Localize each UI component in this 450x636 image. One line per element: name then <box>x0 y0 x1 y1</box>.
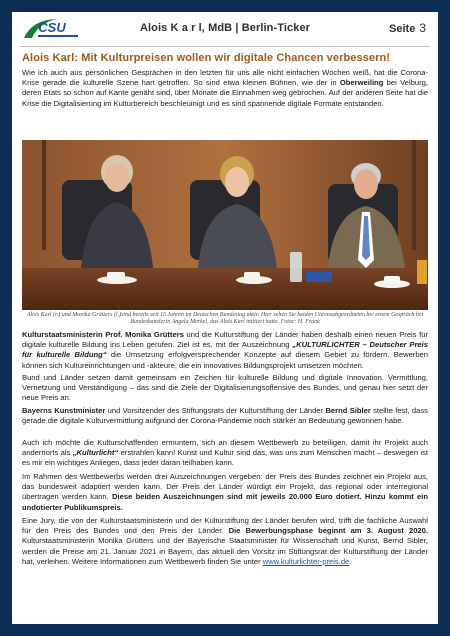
paragraph-sibler: Bayerns Kunstminister und Vorsitzender des Stiftungsrats der Kulturstiftung der Länder Bernd Sibler stellte fest, dass gerade die digitale Kulturvermittlung aufgrund der Corona-Pandemie noch stärker an Bedeutung gewonnen habe. <box>22 406 428 426</box>
paragraph-jury: Eine Jury, die von der Kulturstaatsministerin und der Kulturstiftung der Länder berufen wird, trifft die fachliche Auswahl für den Preis des Bundes und den Preis der Länder. Die Bewerbungsphase beginnt am 3. August 2020. Kulturstaatsministerin Monika Grütters und der Bayerische Staatsminister für Wissenschaft und Kunst, Bernd Sibler, werden die Preise am 21. Januar 2021 in Bayern, das aktuell den Vorsitz im Stiftungsrat der Kulturstiftung der Länder hat, verleihen. Weitere Informationen zum Wettbewerb finden Sie unter www.kulturlichter-preis.de. <box>22 516 428 566</box>
intro-paragraph: Wie ich auch aus persönlichen Gesprächen in den letzten für uns alle nicht einfachen Wochen weiß, hat die Corona-Krise gerade die kulturelle Szene hart getroffen. So sind etwa kleinen Bühnen, wie der in Oberweiling bei Velburg, deren Etats so schon auf Kante genäht sind, über Monate die Einnahmen weg gebrochen. Auf der anderen Seite hat die Krise die Digitalisierung im Kulturbereich beschleuinigt und es sind spannende digitale Formate entstanden. <box>22 68 429 108</box>
place-oberweiling: Oberweiling <box>339 78 384 88</box>
page-label: Seite <box>389 23 416 35</box>
paragraph-bund-laender: Bund und Länder setzen damit gemeinsam ein Zeichen für kulturelle Bildung und digitale Innovation. Vermittlung, Vernetzung und Verständigung – das sind die Ziele der Digitalisierungsoffensive des Bundes, und genau hier setzt der neue Preis an. <box>22 373 428 403</box>
page-number: 3 <box>419 21 426 35</box>
title-kunstminister: Bayerns Kunstminister <box>22 406 106 415</box>
paragraph-awards: Im Rahmen des Wettbewerbs werden drei Auszeichnungen vergeben: der Preis des Bundes zeichnet ein Projekt aus, das bundesweit adaptiert werden kann. Der Preis der Länder würdigt ein Projekt, das regional oder interregional übertragen werden kann. Diese beiden Auszeichnungen sind mit jeweils 20.000 Euro dotiert. Hinzu kommt ein undotierter Publikumspreis. <box>22 472 428 512</box>
meeting-photo-illustration <box>22 140 428 310</box>
award-amounts: Diese beiden Auszeichnungen sind mit jeweils 20.000 Euro dotiert. Hinzu kommt ein undotierter Publikumspreis. <box>22 492 428 512</box>
article-headline: Alois Karl: Mit Kulturpreisen wollen wir digitale Chancen verbessern! <box>22 52 391 64</box>
paragraph-gruetters: Kulturstaatsministerin Prof. Monika Grütters und die Kulturstiftung der Länder haben deshalb einen neuen Preis für digitale kulturelle Bildung ins Leben gerufen. Ziel ist es, mit der Auszeichnung „KULTURLICHTER – Deutscher Preis für kulturelle Bildung“ die Umsetzung erfolgversprechender Konzepte auf diesem Gebiet zu fördern. Bewerben können sich Kultureinrichtungen und -akteure, die ein innovatives Bildungsprojekt umsetzen möchten. <box>22 330 429 370</box>
photo-caption: Alois Karl (r.) und Monika Grütters (l.)sind bereits seit 15 Jahren im Deutschen Bundestag aktiv. Hier sehen Sie beiden Unionsabgeordneten bei einem Gespräch bei Bundeskanzlerin Angela Merkel, das Alois Karl initiiert hatte. Fotor: H. Frank <box>26 312 424 326</box>
paragraph-appeal: Auch ich möchte die Kulturschaffenden ermuntern, sich an diesem Wettbewerb zu beteiligen, damit ihr Projekt auch andernorts als „Kulturlicht“ erstrahlen kann! Kunst und Kultur sind das, was uns zum Menschen macht – deswegen ist es mir ein wichtiges Anliegen, dass jeder daran teilhaben kann. <box>22 438 429 468</box>
page-header <box>12 12 438 46</box>
svg-text:CSU: CSU <box>38 20 66 35</box>
application-start: Die Bewerbungsphase beginnt am 3. August 2020. <box>228 526 428 536</box>
header-title: Alois K a r l, MdB | Berlin-Ticker <box>139 22 311 34</box>
header-divider <box>20 46 430 47</box>
prize-name: „KULTURLICHTER – Deutscher Preis für kulturelle Bildung“ <box>22 340 428 360</box>
kulturlicht-term: „Kulturlicht“ <box>72 448 119 458</box>
newsletter-page <box>12 12 438 624</box>
article-photo <box>22 140 428 310</box>
name-gruetters: Kulturstaatsministerin Prof. Monika Grütters <box>22 330 184 339</box>
name-sibler: Bernd Sibler <box>325 406 371 415</box>
page-indicator <box>389 21 426 35</box>
kulturlichter-link[interactable]: www.kulturlichter-preis.de <box>262 556 350 566</box>
